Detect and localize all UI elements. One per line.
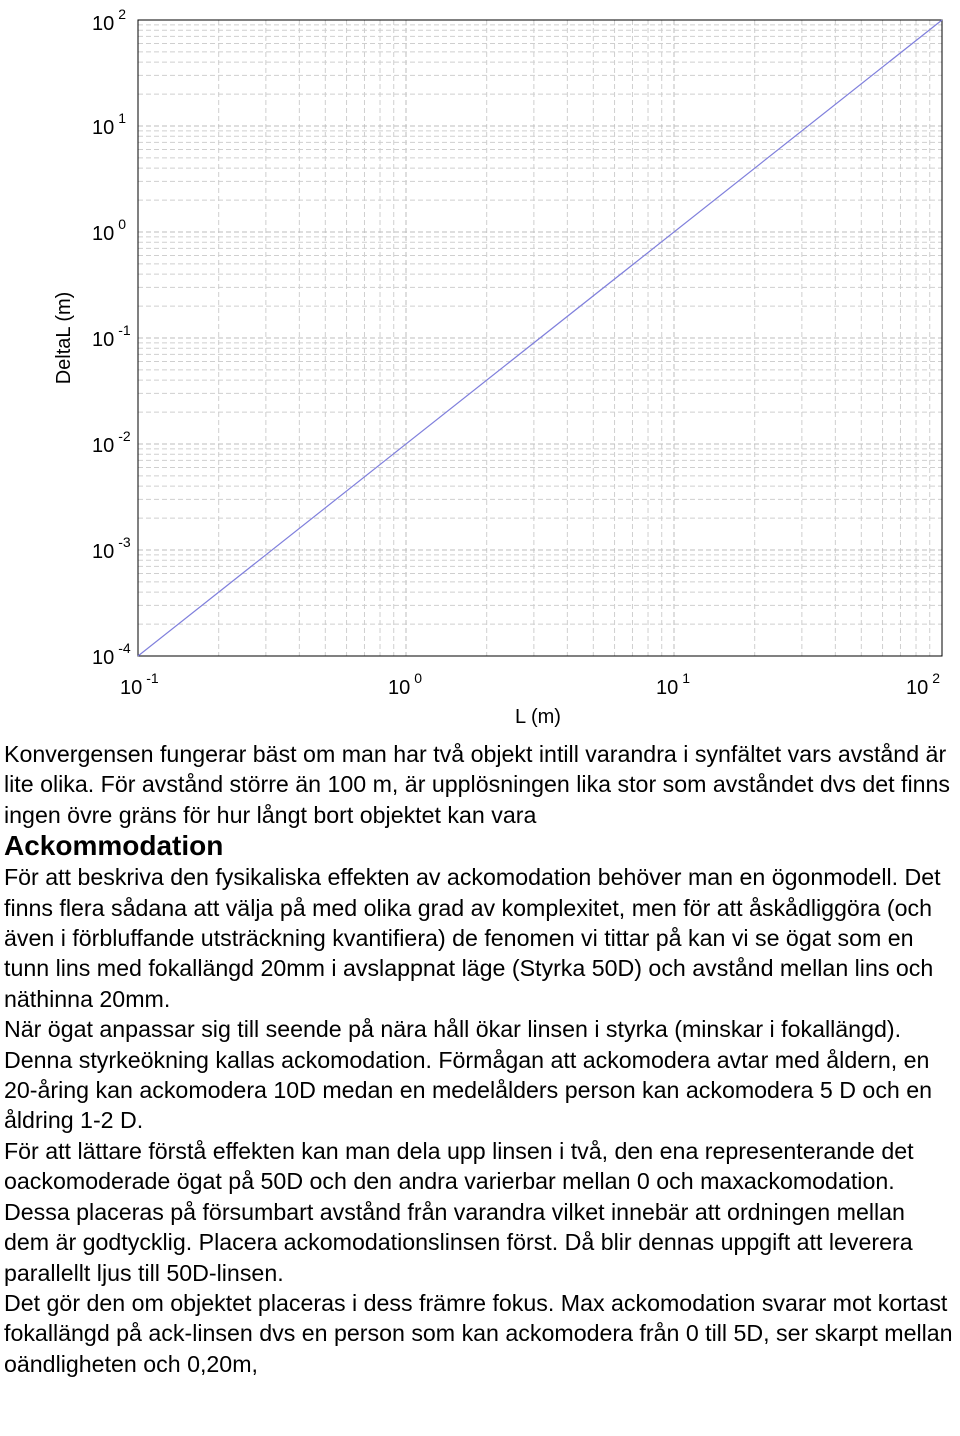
section-heading: Ackommodation <box>4 830 224 862</box>
y-tick-label <box>92 110 126 139</box>
tick-label-exponent: -4 <box>118 640 131 656</box>
document-body <box>4 739 956 1379</box>
tick-label-exponent: -3 <box>118 534 131 550</box>
tick-label-base: 10 <box>656 677 679 699</box>
y-tick-label <box>92 640 131 669</box>
tick-label-base: 10 <box>92 223 115 245</box>
y-tick-label <box>92 6 126 35</box>
x-tick-label <box>120 670 159 699</box>
y-tick-label <box>92 534 131 563</box>
paragraph-two-lenses: För att lättare förstå effekten kan man dela upp linsen i två, den ena representerande det oackomoderade ögat på 50D och den andra varierbar mellan 0 och maxackomodation. Dessa placeras på försumbart avstånd från varandra vilket innebär att ordningen mellan dem är godtycklig. Placera ackomodationslinsen först. Då blir dennas uppgift att leverera parallellt ljus till 50D-linsen. <box>4 1137 914 1286</box>
tick-label-base: 10 <box>120 677 143 699</box>
tick-label-exponent: -2 <box>118 428 131 444</box>
tick-label-base: 10 <box>92 329 115 351</box>
y-tick-label <box>92 216 126 245</box>
tick-label-base: 10 <box>92 435 115 457</box>
paragraph-convergence: Konvergensen fungerar bäst om man har två objekt intill varandra i synfältet vars avstånd är lite olika. För avstånd större än 100 m, är upplösningen lika stor som avståndet dvs det finns ingen övre gräns för hur långt bort objektet kan vara <box>4 741 951 828</box>
paragraph-accommodation: När ögat anpassar sig till seende på nära håll ökar linsen i styrka (minskar i fokallängd). Denna styrkeökning kallas ackomodation. Förmågan att ackomodera avtar med åldern, en 20-åring kan ackomodera 10D medan en medelålders person kan ackomodera 5 D och en åldring 1-2 D. <box>4 1016 933 1134</box>
tick-label-base: 10 <box>92 13 115 35</box>
x-tick-label <box>906 670 940 699</box>
tick-label-exponent: -1 <box>146 670 159 686</box>
y-axis-ticks <box>92 6 131 669</box>
paragraph-eye-model: För att beskriva den fysikaliska effekten av ackomodation behöver man en ögonmodell. Det finns flera sådana att välja på med olika grad av komplexitet, men för att åskådliggöra (och även i förbluffande utsträckning kvantifiera) de fenomen vi tittar på kan vi se ögat som en tunn lins med fokallängd 20mm i avslappnat läge (Styrka 50D) och avstånd mellan lins och näthinna 20mm. <box>4 864 941 1012</box>
tick-label-exponent: 0 <box>414 670 423 686</box>
y-tick-label <box>92 322 131 351</box>
x-axis-label: L (m) <box>515 706 561 728</box>
tick-label-base: 10 <box>388 677 411 699</box>
tick-label-exponent: -1 <box>118 322 131 338</box>
tick-label-base: 10 <box>92 647 115 669</box>
y-tick-label <box>92 428 131 457</box>
tick-label-base: 10 <box>92 117 115 139</box>
y-axis-label: DeltaL (m) <box>53 291 75 385</box>
tick-label-base: 10 <box>906 677 929 699</box>
tick-label-exponent: 2 <box>118 6 127 22</box>
tick-label-exponent: 2 <box>932 670 941 686</box>
x-axis-ticks <box>120 670 940 699</box>
paragraph-focus: Det gör den om objektet placeras i dess främre fokus. Max ackomodation svarar mot kortast fokallängd på ack-linsen dvs en person som kan ackomodera från 0 till 5D, ser skarpt mellan oändligheten och 0,20m, <box>4 1289 953 1377</box>
x-tick-label <box>656 670 690 699</box>
tick-label-exponent: 1 <box>682 670 691 686</box>
tick-label-base: 10 <box>92 541 115 563</box>
x-tick-label <box>388 670 422 699</box>
tick-label-exponent: 1 <box>118 110 127 126</box>
tick-label-exponent: 0 <box>118 216 127 232</box>
